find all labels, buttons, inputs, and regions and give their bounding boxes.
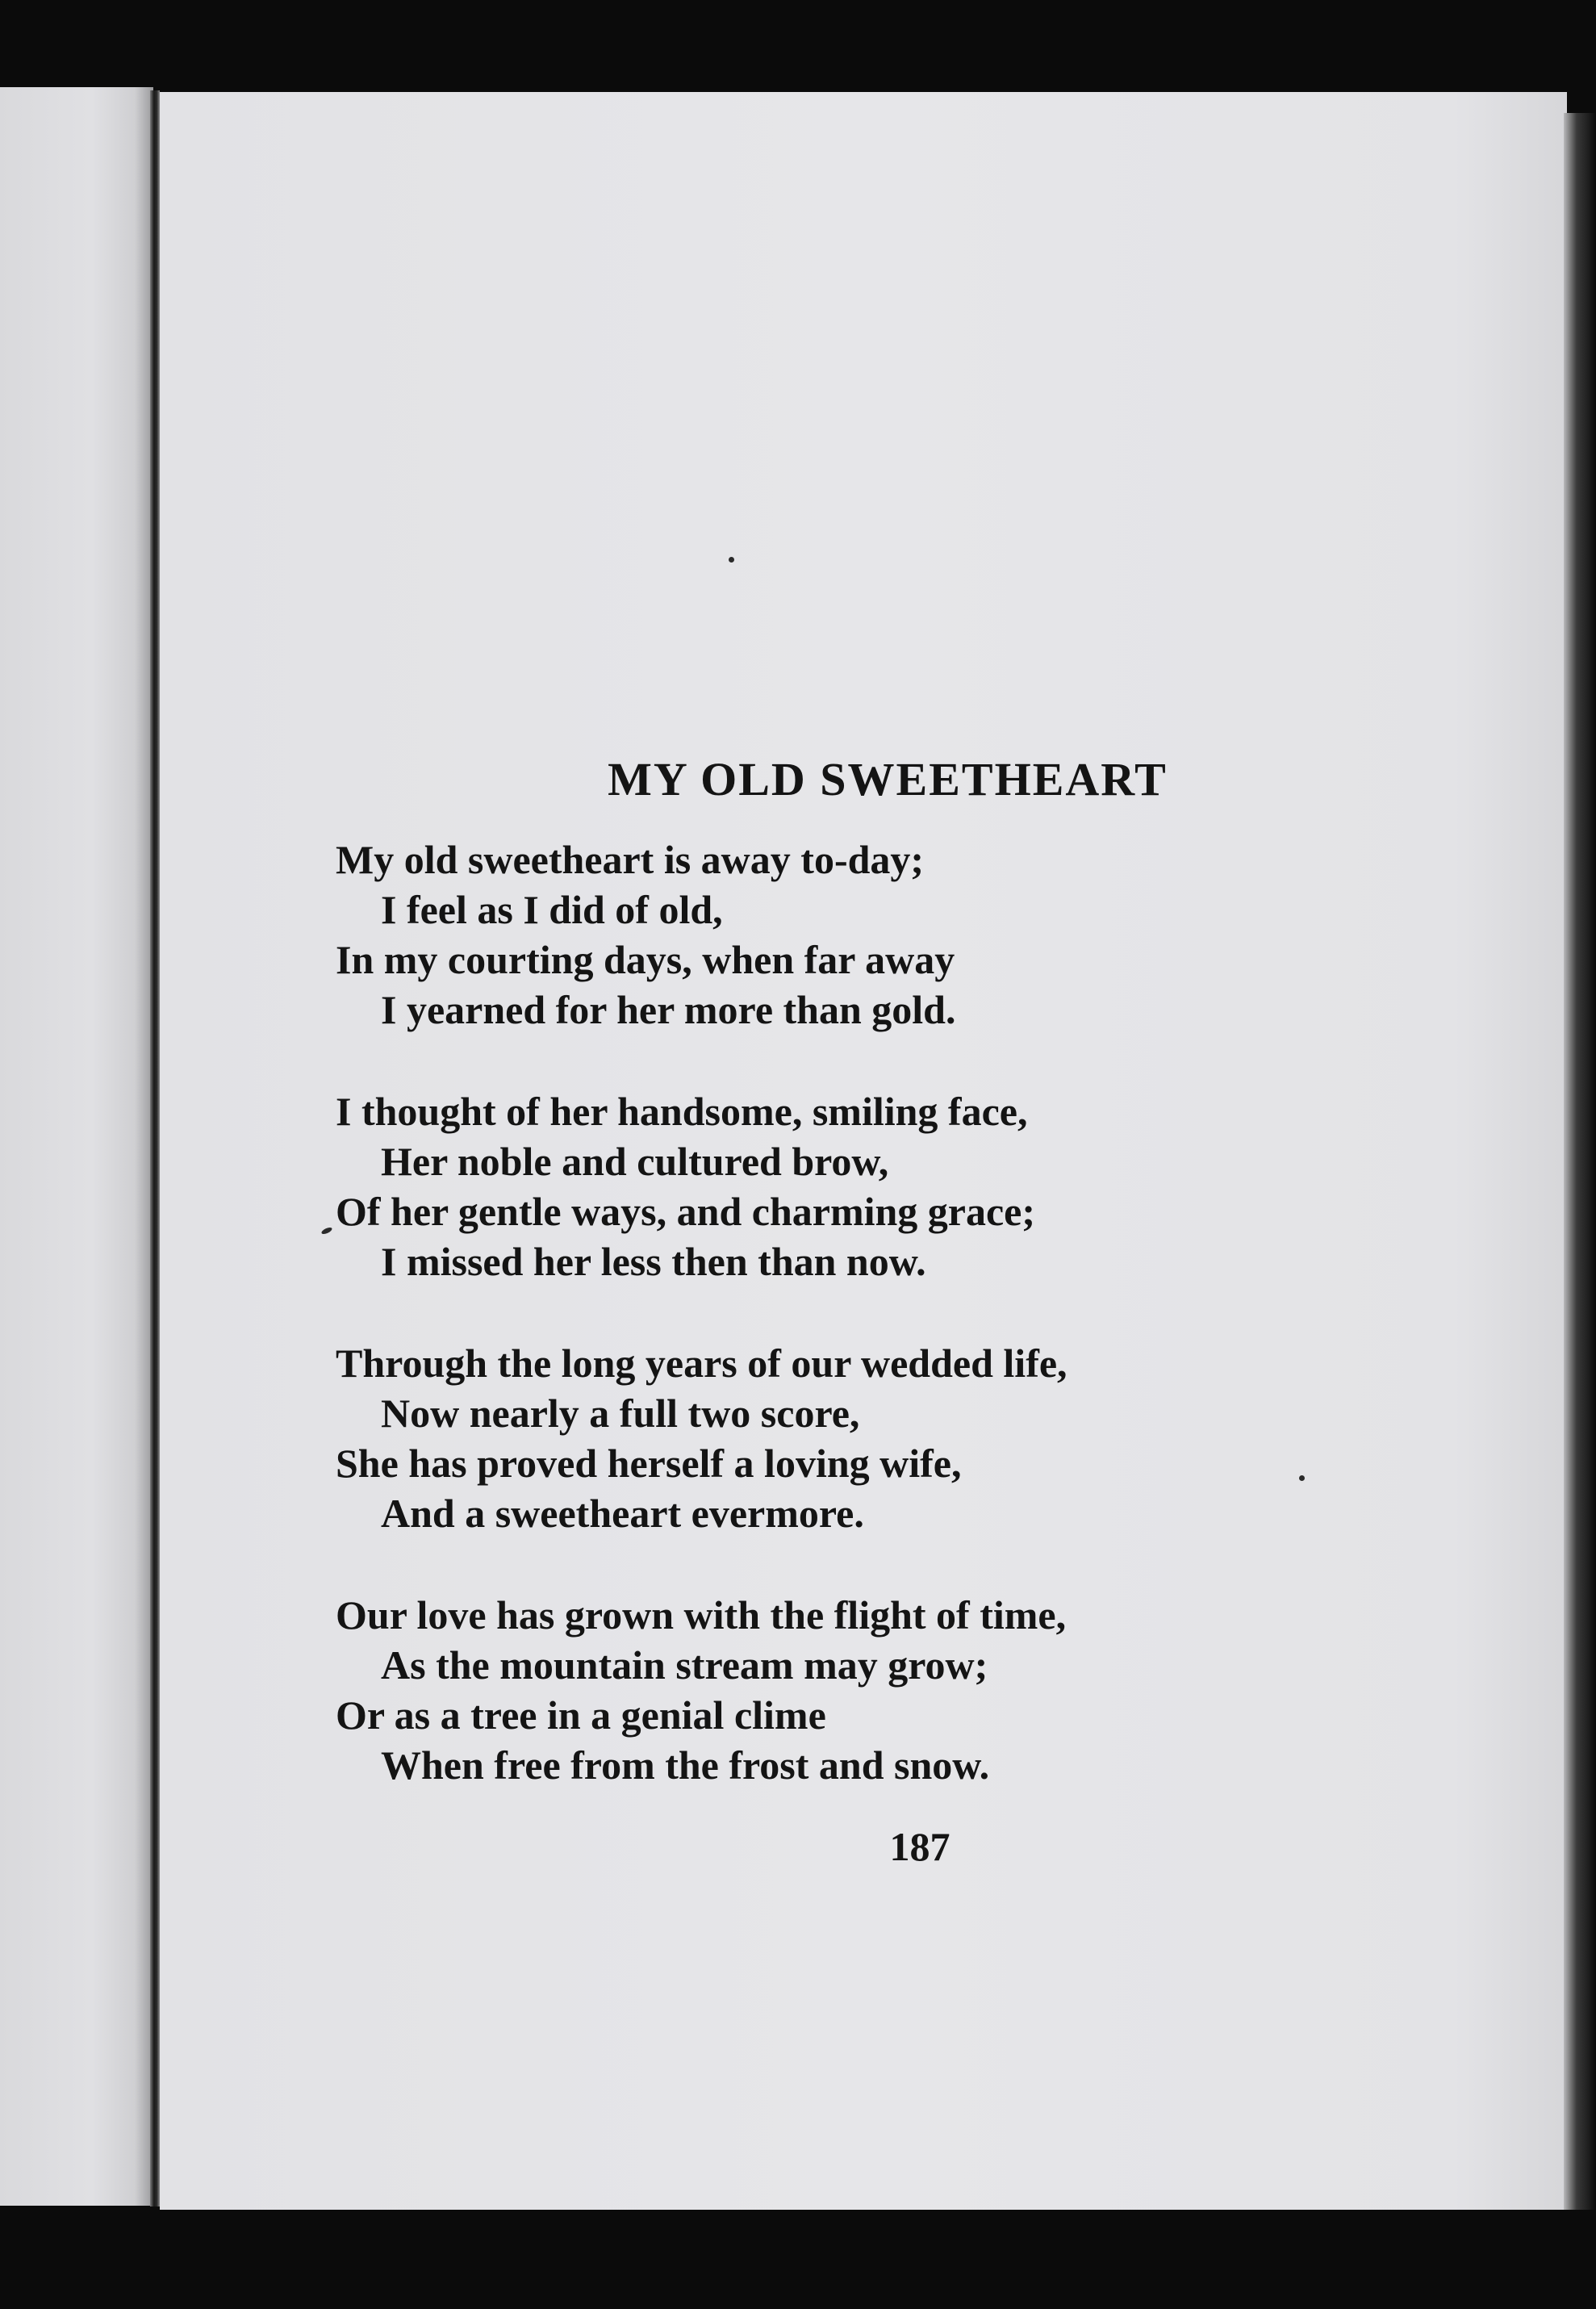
- stanza: [336, 1590, 1385, 1790]
- book-page: [160, 92, 1567, 2232]
- poem-line: When free from the frost and snow.: [381, 1742, 990, 1788]
- poem-line: Through the long years of our wedded life,: [336, 1341, 1067, 1386]
- poem-body: [336, 835, 1385, 1842]
- poem-line: And a sweetheart evermore.: [381, 1491, 864, 1536]
- poem-line: I thought of her handsome, smiling face,: [336, 1089, 1028, 1134]
- poem-title: MY OLD SWEETHEART: [608, 753, 1168, 805]
- poem-line: Now nearly a full two score,: [381, 1391, 860, 1436]
- ink-speck: [320, 1226, 332, 1235]
- poem-line: Our love has grown with the flight of time,: [336, 1592, 1067, 1638]
- poem-line: I feel as I did of old,: [381, 887, 723, 932]
- poem-line: I yearned for her more than gold.: [381, 987, 956, 1032]
- ink-speck: [729, 557, 734, 563]
- poem-line: Or as a tree in a genial clime: [336, 1692, 826, 1738]
- poem-line: Her noble and cultured brow,: [381, 1139, 889, 1184]
- poem-line: She has proved herself a loving wife,: [336, 1441, 962, 1486]
- page-number: 187: [889, 1824, 950, 1869]
- stanza: [336, 1338, 1385, 1538]
- poem-line: I missed her less then than now.: [381, 1239, 926, 1284]
- scan-background: [0, 2210, 1596, 2309]
- poem-line: As the mountain stream may grow;: [381, 1642, 988, 1688]
- stanza: [336, 1086, 1385, 1286]
- poem-line: My old sweetheart is away to-day;: [336, 837, 925, 882]
- page-right-edge: [1564, 113, 1596, 2244]
- poem-line: In my courting days, when far away: [336, 937, 955, 982]
- ink-speck: [1299, 1475, 1305, 1481]
- stanza: [336, 835, 1385, 1035]
- poem-line: Of her gentle ways, and charming grace;: [336, 1189, 1036, 1234]
- facing-page-edge: [0, 87, 153, 2206]
- book-gutter: [150, 90, 160, 2207]
